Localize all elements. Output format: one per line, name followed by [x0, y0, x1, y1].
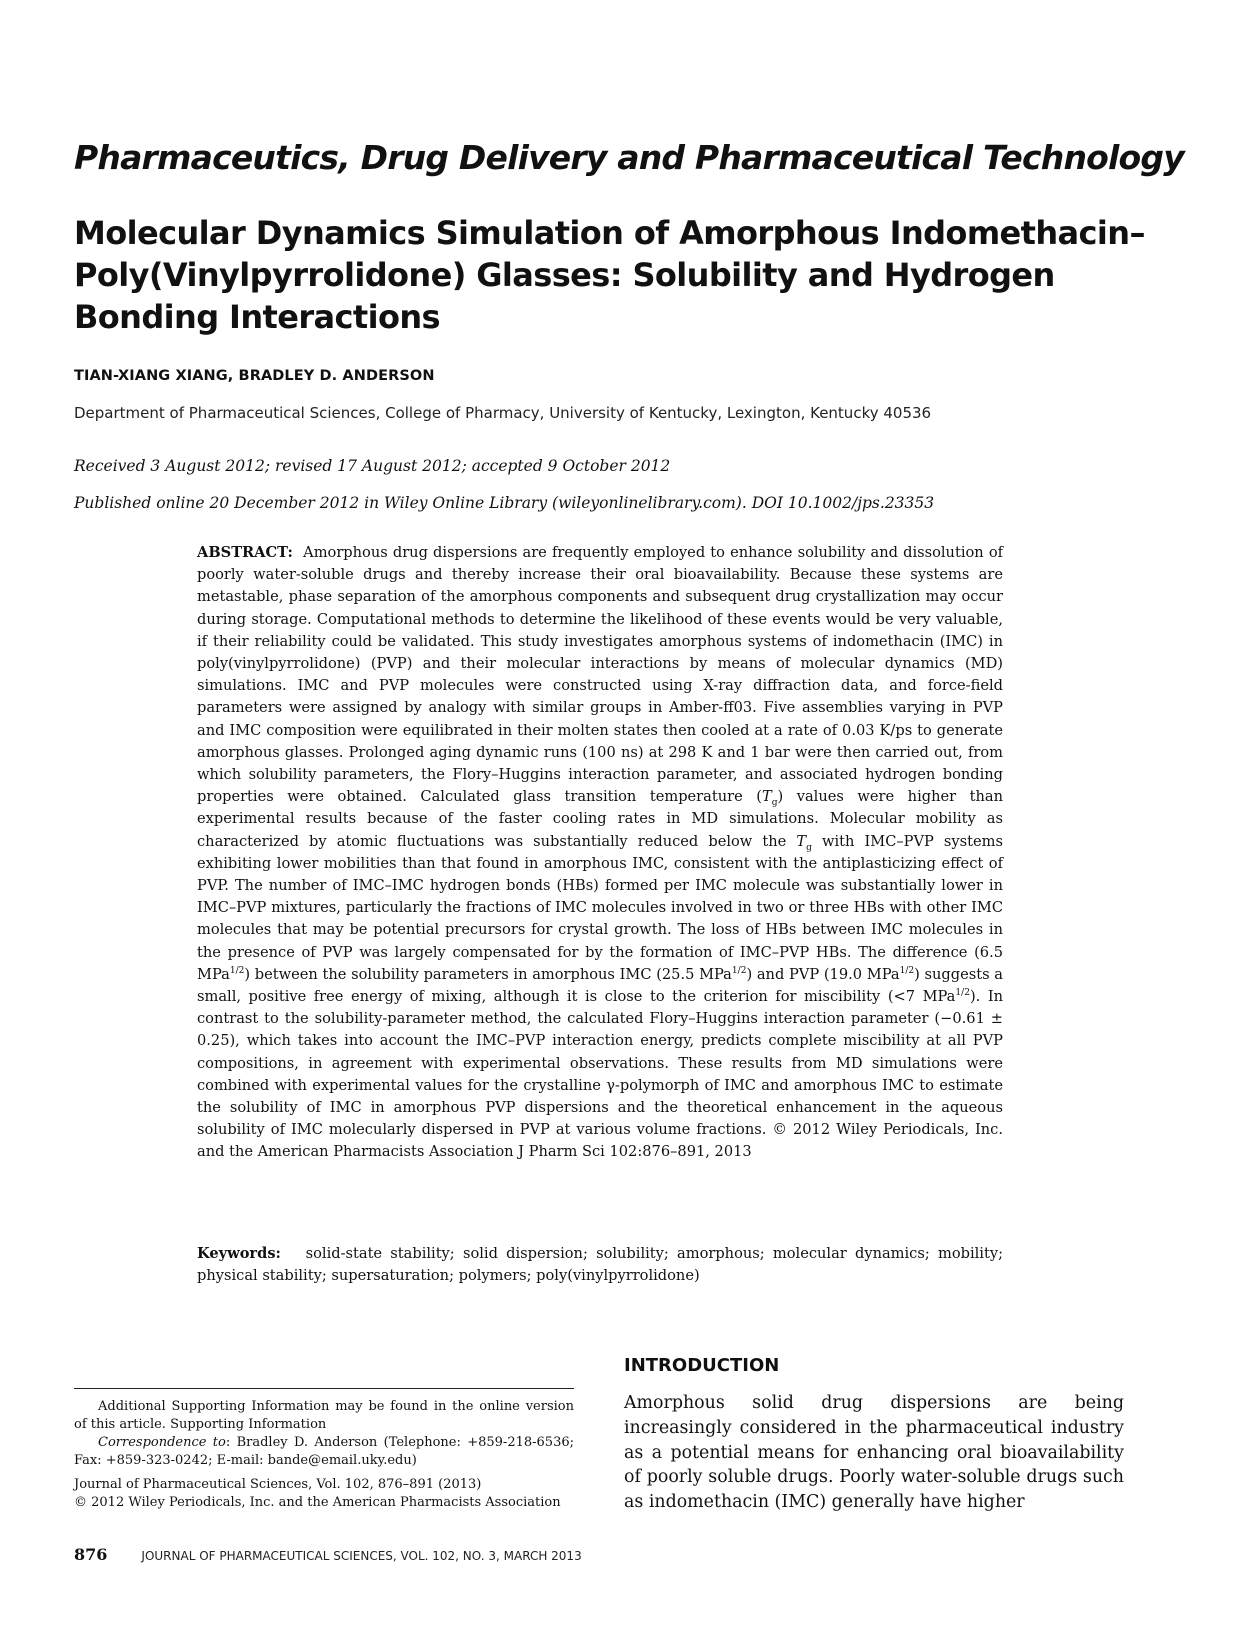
- published-line: Published online 20 December 2012 in Wiley Online Library (wileyonlinelibrary.com). DOI 10.1002/jps.23353: [74, 494, 935, 512]
- introduction-heading: INTRODUCTION: [624, 1355, 780, 1376]
- supporting-info-note: Additional Supporting Information may be found in the online version of this article. Supporting Information: [74, 1399, 574, 1432]
- page-number: 876: [74, 1545, 108, 1564]
- correspondence-label: Correspondence to: [98, 1435, 226, 1450]
- received-dates: Received 3 August 2012; revised 17 August 2012; accepted 9 October 2012: [74, 457, 671, 475]
- abstract-text-3: with IMC–PVP systems exhibiting lower mobilities than that found in amorphous IMC, consistent with the antiplasticizing effect of PVP. The number of IMC–IMC hydrogen bonds (HBs) formed per IMC molecule was substantially lower in IMC–PVP mixtures, particularly the fractions of IMC molecules involved in two or three HBs with other IMC molecules that may be potential precursors for crystal growth. The loss of HBs between IMC molecules in the presence of PVP was largely compensated for by the formation of IMC–PVP HBs. The difference (6.5 MPa: [197, 832, 1003, 983]
- footer-journal-line: JOURNAL OF PHARMACEUTICAL SCIENCES, VOL. 102, NO. 3, MARCH 2013: [141, 1549, 582, 1563]
- introduction-text: Amorphous solid drug dispersions are being increasingly considered in the pharmaceutical industry as a potential means for enhancing oral bioavailability of poorly soluble drugs. Poorly water-soluble drugs such as indomethacin (IMC) generally have higher: [624, 1393, 1124, 1513]
- superscript: 1/2: [229, 966, 245, 976]
- abstract-text-2: ) values were higher than experimental results because of the faster cooling rates in MD simulations. Molecular mobility as characterized by atomic fluctuations was substantially reduced below the: [197, 788, 1003, 850]
- tg-subscript: g: [806, 842, 812, 853]
- footnotes: [74, 1398, 574, 1512]
- keywords-label: Keywords:: [197, 1245, 281, 1262]
- correspondence-text: : Bradley D. Anderson (Telephone: +859-218-6536; Fax: +859-323-0242; E-mail: bande@email.uky.edu): [74, 1435, 574, 1468]
- abstract-label: ABSTRACT:: [197, 544, 293, 561]
- abstract-text-1: Amorphous drug dispersions are frequently employed to enhance solubility and dissolution of poorly water-soluble drugs and thereby increase their oral bioavailability. Because these systems are metastable, phase separation of the amorphous components and subsequent drug crystallization may occur during storage. Computational methods to determine the likelihood of these events would be very valuable, if their reliability could be validated. This study investigates amorphous systems of indomethacin (IMC) in poly(vinylpyrrolidone) (PVP) and their molecular interactions by means of molecular dynamics (MD) simulations. IMC and PVP molecules were constructed using X-ray diffraction data, and force-field parameters were assigned by analogy with similar groups in Amber-ff03. Five assemblies varying in PVP and IMC composition were equilibrated in their molten states then cooled at a rate of 0.03 K/ps to generate amorphous glasses. Prolonged aging dynamic runs (100 ns) at 298 K and 1 bar were then carried out, from which solubility parameters, the Flory–Huggins interaction parameter, and associated hydrogen bonding properties were obtained. Calculated glass transition temperature (: [197, 544, 1004, 806]
- superscript: 1/2: [955, 988, 970, 999]
- correspondence-note: [74, 1434, 574, 1470]
- tg-symbol: T: [796, 832, 807, 850]
- abstract-text-7: ). In contrast to the solubility-parameter method, the calculated Flory–Huggins interaction parameter (−0.61 ± 0.25), which takes into account the IMC–PVP interaction energy, predicts complete miscibility at all PVP compositions, in agreement with experimental observations. These results from MD simulations were combined with experimental values for the crystalline γ-polymorph of IMC and amorphous IMC to estimate the solubility of IMC in amorphous PVP dispersions and the theoretical enhancement in the aqueous solubility of IMC molecularly dispersed in PVP at various volume fractions. © 2012 Wiley Periodicals, Inc. and the American Pharmacists Association J Pharm Sci 102:876–891, 2013: [197, 988, 1003, 1161]
- superscript: 1/2: [899, 966, 915, 976]
- abstract: [197, 542, 1003, 1164]
- page-footer: [74, 1545, 974, 1564]
- keywords-text: solid-state stability; solid dispersion; solubility; amorphous; molecular dynamics; mobility; physical stability; supersaturation; polymers; poly(vinylpyrrolidone): [197, 1245, 1003, 1285]
- authors: TIAN-XIANG XIANG, BRADLEY D. ANDERSON: [74, 368, 435, 384]
- keywords: [197, 1243, 1003, 1287]
- abstract-text-5: ) and PVP (19.0 MPa: [746, 965, 900, 983]
- abstract-text-6: ) suggests a small, positive free energy of mixing, although it is close to the criterion for miscibility (<7 MPa: [197, 965, 1003, 1006]
- superscript: 1/2: [731, 966, 747, 976]
- journal-citation: Journal of Pharmaceutical Sciences, Vol. 102, 876–891 (2013): [74, 1477, 482, 1492]
- affiliation: Department of Pharmaceutical Sciences, College of Pharmacy, University of Kentucky, Lexington, Kentucky 40536: [74, 404, 932, 422]
- section-heading: Pharmaceutics, Drug Delivery and Pharmaceutical Technology: [74, 138, 1184, 177]
- footnote-divider: [74, 1388, 574, 1389]
- tg-subscript: g: [771, 798, 778, 809]
- abstract-text-4: ) between the solubility parameters in amorphous IMC (25.5 MPa: [244, 965, 732, 983]
- article-title: Molecular Dynamics Simulation of Amorphous Indomethacin–Poly(Vinylpyrrolidone) Glasses: Solubility and Hydrogen Bonding Interactions: [74, 214, 1145, 336]
- copyright-note: © 2012 Wiley Periodicals, Inc. and the American Pharmacists Association: [74, 1495, 561, 1510]
- tg-symbol: T: [761, 788, 772, 806]
